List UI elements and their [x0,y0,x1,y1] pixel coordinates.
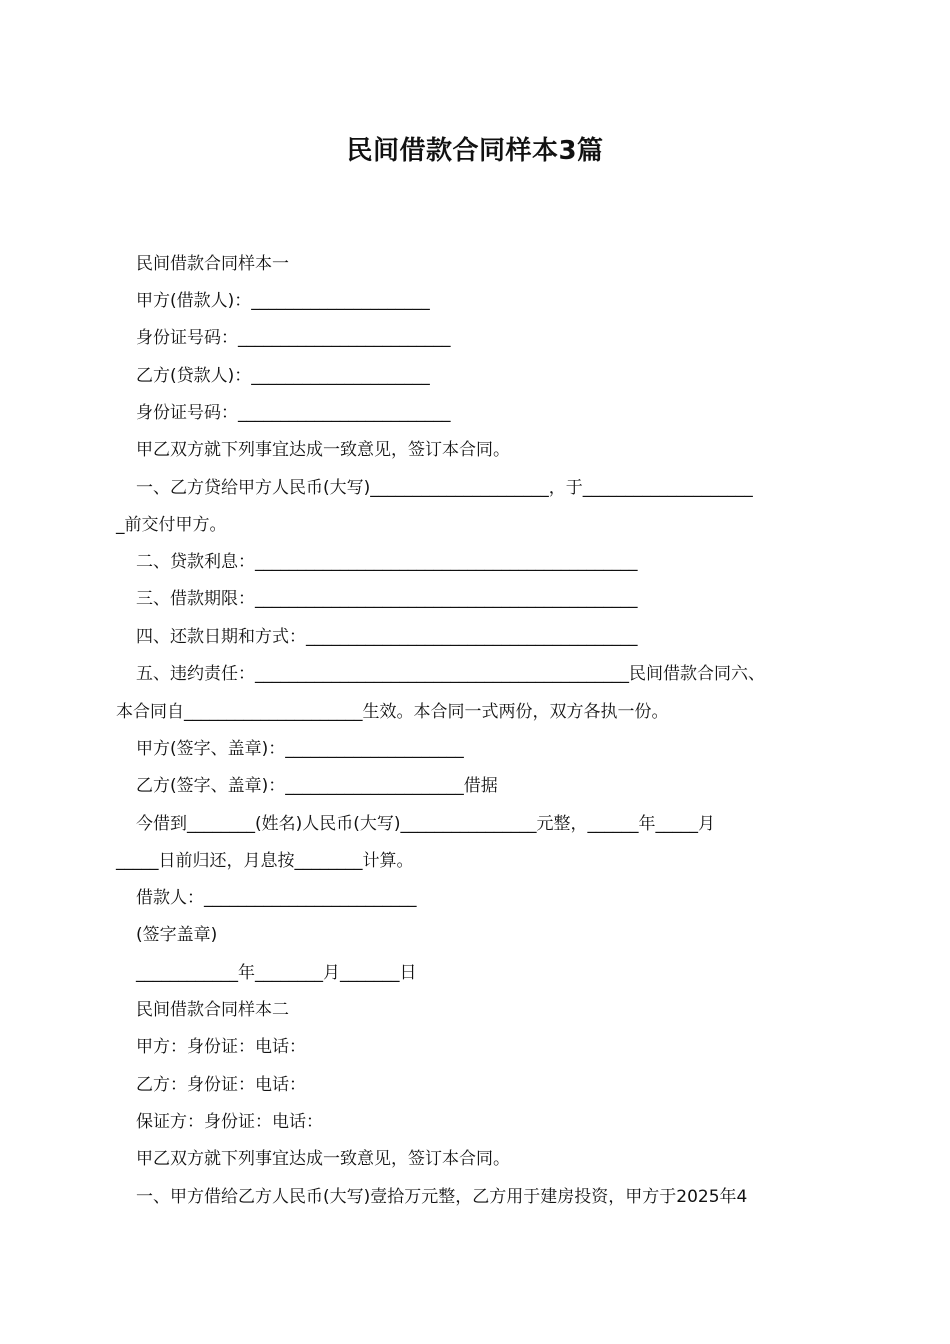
document-title: 民间借款合同样本3篇 [346,136,604,166]
party-b-signature-line: 乙方(签字、盖章)：_____________________借据 [136,776,498,796]
party-a-info-line: 甲方：身份证：电话： [136,1037,306,1057]
party-a-id-line: 身份证号码：_________________________ [136,328,451,348]
signature-seal-note: (签字盖章) [136,925,218,945]
guarantor-info-line: 保证方：身份证：电话： [136,1112,323,1132]
clause-five-liability: 五、违约责任：____________________________________________民间借款合同六、 [136,664,765,684]
clause-one: 一、乙方贷给甲方人民币(大写)_____________________，于____________________ [136,478,753,498]
section-heading-sample-two: 民间借款合同样本二 [136,1000,289,1020]
sample-two-clause-one: 一、甲方借给乙方人民币(大写)壹拾万元整，乙方用于建房投资，甲方于2025年4 [136,1187,748,1207]
clause-three-term: 三、借款期限：_____________________________________________ [136,589,638,609]
date-line: ____________年________月_______日 [136,963,417,983]
clause-six-effective: 本合同自_____________________生效。本合同一式两份，双方各执一份。 [116,702,669,722]
iou-body: 今借到________(姓名)人民币(大写)________________元整，______年_____月 [136,814,716,834]
party-a-signature-line: 甲方(签字、盖章)：_____________________ [136,739,464,759]
clause-two-interest: 二、贷款利息：_____________________________________________ [136,552,638,572]
party-a-borrower-line: 甲方(借款人)：_____________________ [136,291,430,311]
party-b-lender-line: 乙方(贷款人)：_____________________ [136,366,430,386]
borrower-signature-line: 借款人：_________________________ [136,888,417,908]
party-b-id-line: 身份证号码：_________________________ [136,403,451,423]
iou-body-continued: _____日前归还，月息按________计算。 [116,851,414,871]
party-b-info-line: 乙方：身份证：电话： [136,1075,306,1095]
agreement-intro: 甲乙双方就下列事宜达成一致意见，签订本合同。 [136,440,510,460]
section-heading-sample-one: 民间借款合同样本一 [136,254,289,274]
clause-four-repayment: 四、还款日期和方式：_______________________________________ [136,627,638,647]
clause-one-continued: _前交付甲方。 [116,515,227,535]
agreement-intro-two: 甲乙双方就下列事宜达成一致意见，签订本合同。 [136,1149,510,1169]
